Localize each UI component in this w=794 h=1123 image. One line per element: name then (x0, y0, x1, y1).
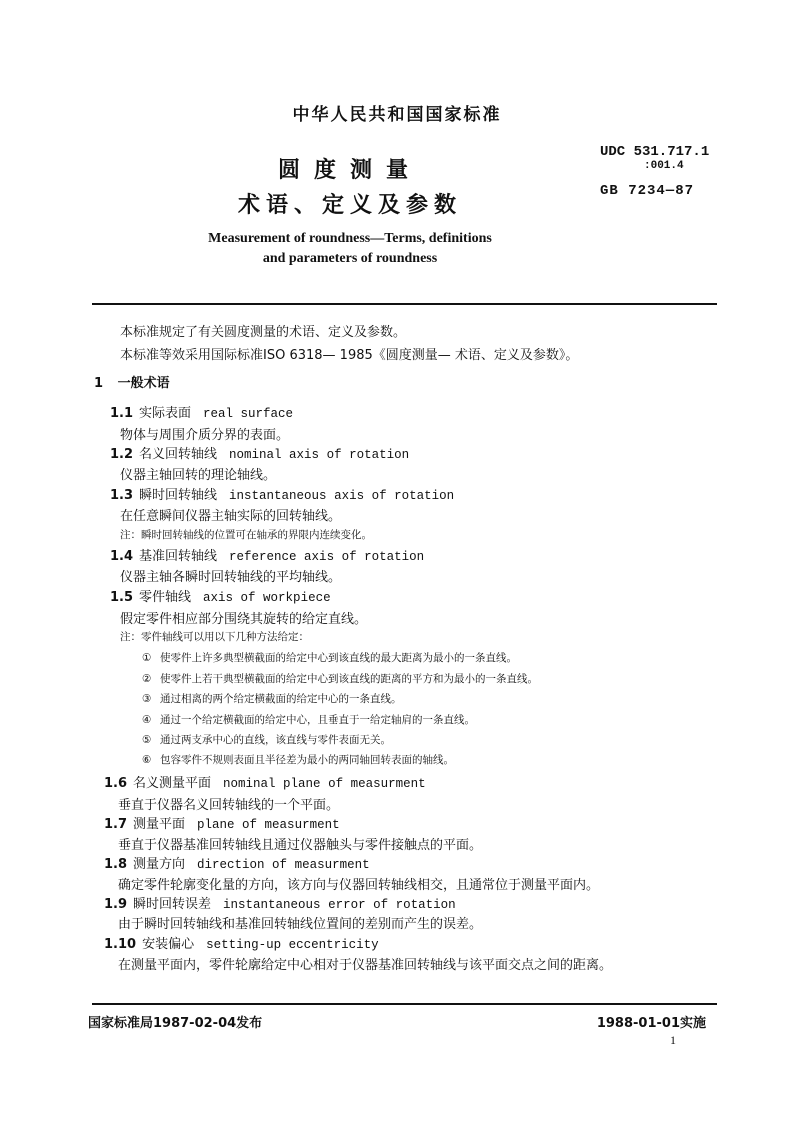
term-number: 1.7 (104, 817, 128, 832)
udc-code: UDC 531.717.1 (600, 144, 710, 160)
term-item (110, 484, 454, 503)
term-zh: 瞬时回转轴线 (139, 488, 218, 503)
effective-date: 1988-01-01实施 (596, 1016, 706, 1031)
country-standard-heading: 中华人民共和国国家标准 (292, 105, 502, 125)
term-definition: 仪器主轴回转的理论轴线。 (120, 468, 277, 483)
footer-divider (92, 1003, 717, 1005)
term-number: 1.3 (110, 488, 134, 503)
term-zh: 名义回转轴线 (139, 447, 218, 462)
term-note: 注：零件轴线可以用以下几种方法给定： (120, 631, 309, 643)
axis-method: ⑥ 包容零件不规则表面且半径差为最小的两同轴回转表面的轴线。 (142, 754, 454, 766)
term-definition: 垂直于仪器名义回转轴线的一个平面。 (118, 798, 340, 813)
term-en: instantaneous axis of rotation (229, 489, 455, 503)
term-en: nominal axis of rotation (229, 448, 410, 462)
term-number: 1.1 (110, 406, 134, 421)
term-en: plane of measurment (197, 818, 340, 832)
term-zh: 测量方向 (133, 857, 186, 872)
term-number: 1.4 (110, 549, 134, 564)
term-definition: 在任意瞬间仪器主轴实际的回转轴线。 (120, 509, 342, 524)
udc-code-suffix: :001.4 (644, 160, 684, 172)
title-zh-line1: 圆度测量 (277, 158, 422, 183)
term-en: instantaneous error of rotation (223, 898, 456, 912)
axis-method: ③ 通过相离的两个给定横截面的给定中心的一条直线。 (142, 693, 402, 705)
intro-line: 本标准规定了有关圆度测量的术语、定义及参数。 (120, 325, 407, 340)
term-zh: 名义测量平面 (133, 776, 212, 791)
term-number: 1.10 (104, 937, 137, 952)
term-en: setting-up eccentricity (206, 938, 379, 952)
term-en: nominal plane of measurment (223, 777, 426, 791)
gb-number: GB 7234—87 (600, 183, 695, 199)
axis-method: ① 使零件上许多典型横截面的给定中心到该直线的最大距离为最小的一条直线。 (142, 652, 517, 664)
axis-method: ⑤ 通过两支承中心的直线，该直线与零件表面无关。 (142, 734, 391, 746)
term-item (104, 772, 426, 791)
term-item (104, 893, 456, 912)
term-zh: 基准回转轴线 (139, 549, 218, 564)
axis-method: ② 使零件上若干典型横截面的给定中心到该直线的距离的平方和为最小的一条直线。 (142, 673, 538, 685)
term-item (110, 443, 409, 462)
term-item (104, 933, 379, 952)
issue-date: 国家标准局1987-02-04发布 (88, 1016, 263, 1031)
axis-method: ④ 通过一个给定横截面的给定中心，且垂直于一给定轴肩的一条直线。 (142, 714, 475, 726)
term-number: 1.2 (110, 447, 134, 462)
term-note: 注：瞬时回转轴线的位置可在轴承的界限内连续变化。 (120, 529, 372, 541)
term-zh: 实际表面 (139, 406, 192, 421)
term-definition: 由于瞬时回转轴线和基准回转轴线位置间的差别而产生的误差。 (118, 917, 483, 932)
term-en: axis of workpiece (203, 591, 331, 605)
term-zh: 测量平面 (133, 817, 186, 832)
term-item (104, 853, 370, 872)
section-title: 一般术语 (117, 376, 170, 391)
term-item (110, 545, 424, 564)
term-zh: 零件轴线 (139, 590, 192, 605)
term-number: 1.8 (104, 857, 128, 872)
term-item (110, 586, 331, 605)
term-definition: 垂直于仪器基准回转轴线且通过仪器触头与零件接触点的平面。 (118, 838, 483, 853)
term-zh: 安装偏心 (142, 937, 195, 952)
title-en-line2: and parameters of roundness (262, 251, 438, 266)
term-number: 1.6 (104, 776, 128, 791)
term-item (110, 402, 293, 421)
term-number: 1.5 (110, 590, 134, 605)
title-zh-line2: 术语、定义及参数 (237, 193, 462, 218)
term-definition: 确定零件轮廓变化量的方向，该方向与仪器回转轴线相交，且通常位于测量平面内。 (118, 878, 600, 893)
term-zh: 瞬时回转误差 (133, 897, 212, 912)
header-divider (92, 303, 717, 305)
section-heading (94, 372, 170, 391)
term-item (104, 813, 340, 832)
term-en: real surface (203, 407, 294, 421)
intro-line: 本标准等效采用国际标准ISO 6318— 1985《圆度测量— 术语、定义及参数》。 (120, 348, 579, 363)
term-definition: 物体与周围介质分界的表面。 (120, 428, 290, 443)
term-en: reference axis of rotation (229, 550, 425, 564)
term-definition: 在测量平面内，零件轮廓给定中心相对于仪器基准回转轴线与该平面交点之间的距离。 (118, 958, 613, 973)
term-definition: 假定零件相应部分围绕其旋转的给定直线。 (120, 612, 368, 627)
term-definition: 仪器主轴各瞬时回转轴线的平均轴线。 (120, 570, 342, 585)
title-en-line1: Measurement of roundness—Terms, definitions (208, 231, 492, 246)
section-number: 1 (94, 376, 104, 391)
term-number: 1.9 (104, 897, 128, 912)
page-number: 1 (670, 1033, 676, 1047)
term-en: direction of measurment (197, 858, 370, 872)
